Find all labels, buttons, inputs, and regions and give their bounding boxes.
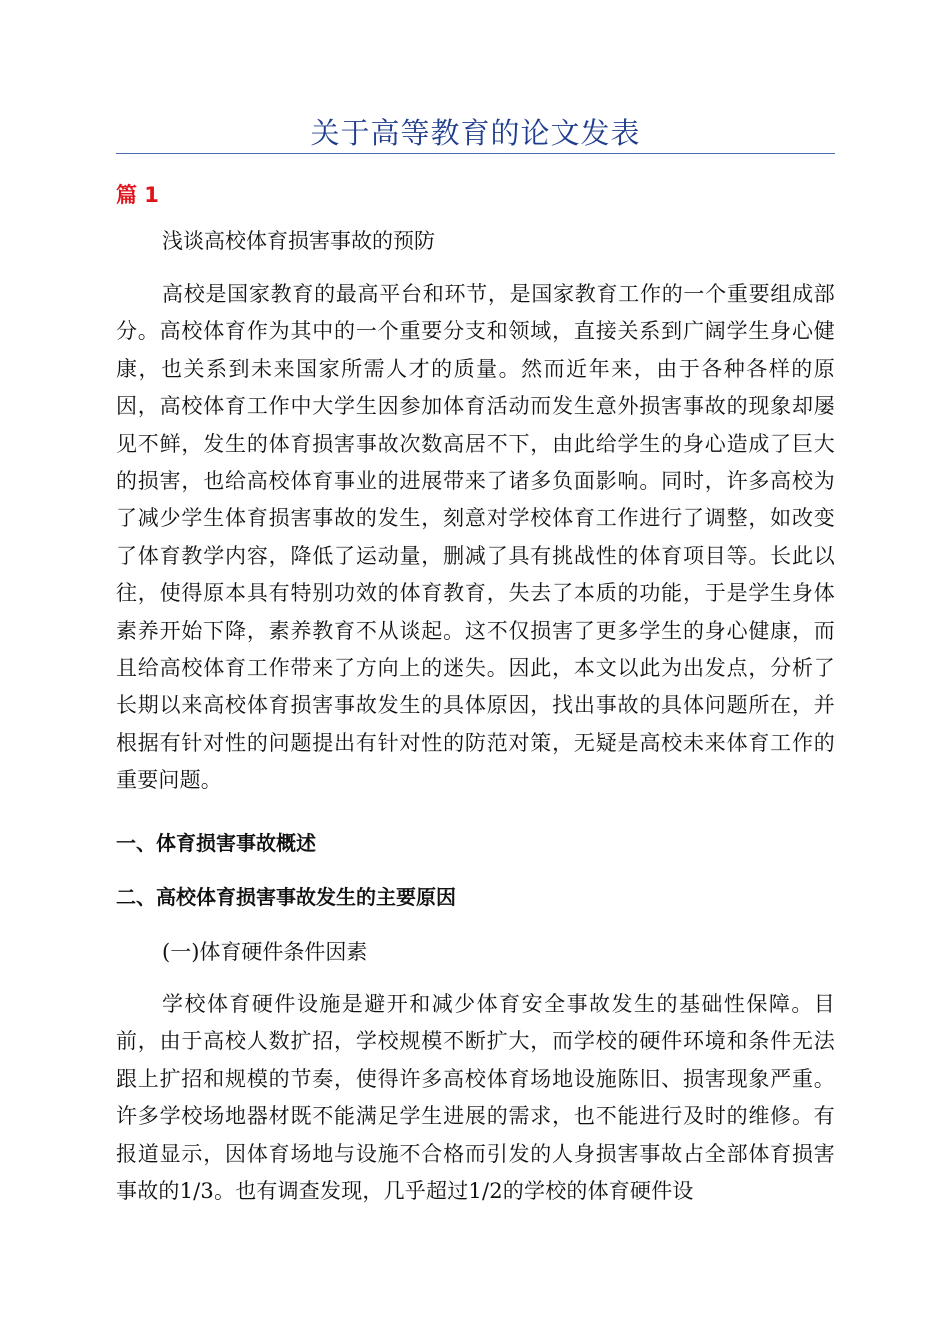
heading-main-causes: 二、高校体育损害事故发生的主要原因 — [116, 885, 456, 909]
paragraph-hardware: 学校体育硬件设施是避开和减少体育安全事故发生的基础性保障。目前，由于高校人数扩招，学校规模不断扩大，而学校的硬件环境和条件无法跟上扩招和规模的节奏，使得许多高校体育场地设施陈旧、损害现象严重。许多学校场地器材既不能满足学生进展的需求，也不能进行及时的维修。有报道显示，因体育场地与设施不合格而引发的人身损害事故占全部体育损害事故的1/3。也有调查发现，几乎超过1/2的学校的体育硬件设 — [116, 992, 835, 1204]
document-title: 关于高等教育的论文发表 — [310, 116, 641, 150]
subheading-hardware: (一)体育硬件条件因素 — [162, 940, 368, 964]
heading-overview: 一、体育损害事故概述 — [116, 831, 316, 855]
paragraph-intro: 高校是国家教育的最高平台和环节，是国家教育工作的一个重要组成部分。高校体育作为其中的一个重要分支和领域，直接关系到广阔学生身心健康，也关系到未来国家所需人才的质量。然而近年来，由于各种各样的原因，高校体育工作中大学生因参加体育活动而发生意外损害事故的现象却屡见不鲜，发生的体育损害事故次数高居不下，由此给学生的身心造成了巨大的损害，也给高校体育事业的进展带来了诸多负面影响。同时，许多高校为了减少学生体育损害事故的发生，刻意对学校体育工作进行了调整，如改变了体育教学内容，降低了运动量，删减了具有挑战性的体育项目等。长此以往，使得原本具有特别功效的体育教育，失去了本质的功能，于是学生身体素养开始下降，素养教育不从谈起。这不仅损害了更多学生的身心健康，而且给高校体育工作带来了方向上的迷失。因此，本文以此为出发点，分析了长期以来高校体育损害事故发生的具体原因，找出事故的具体问题所在，并根据有针对性的问题提出有针对性的防范对策，无疑是高校未来体育工作的重要问题。 — [116, 282, 835, 793]
article-title: 浅谈高校体育损害事故的预防 — [162, 229, 435, 253]
section-label: 篇 1 — [116, 183, 159, 207]
title-underline — [116, 153, 835, 154]
